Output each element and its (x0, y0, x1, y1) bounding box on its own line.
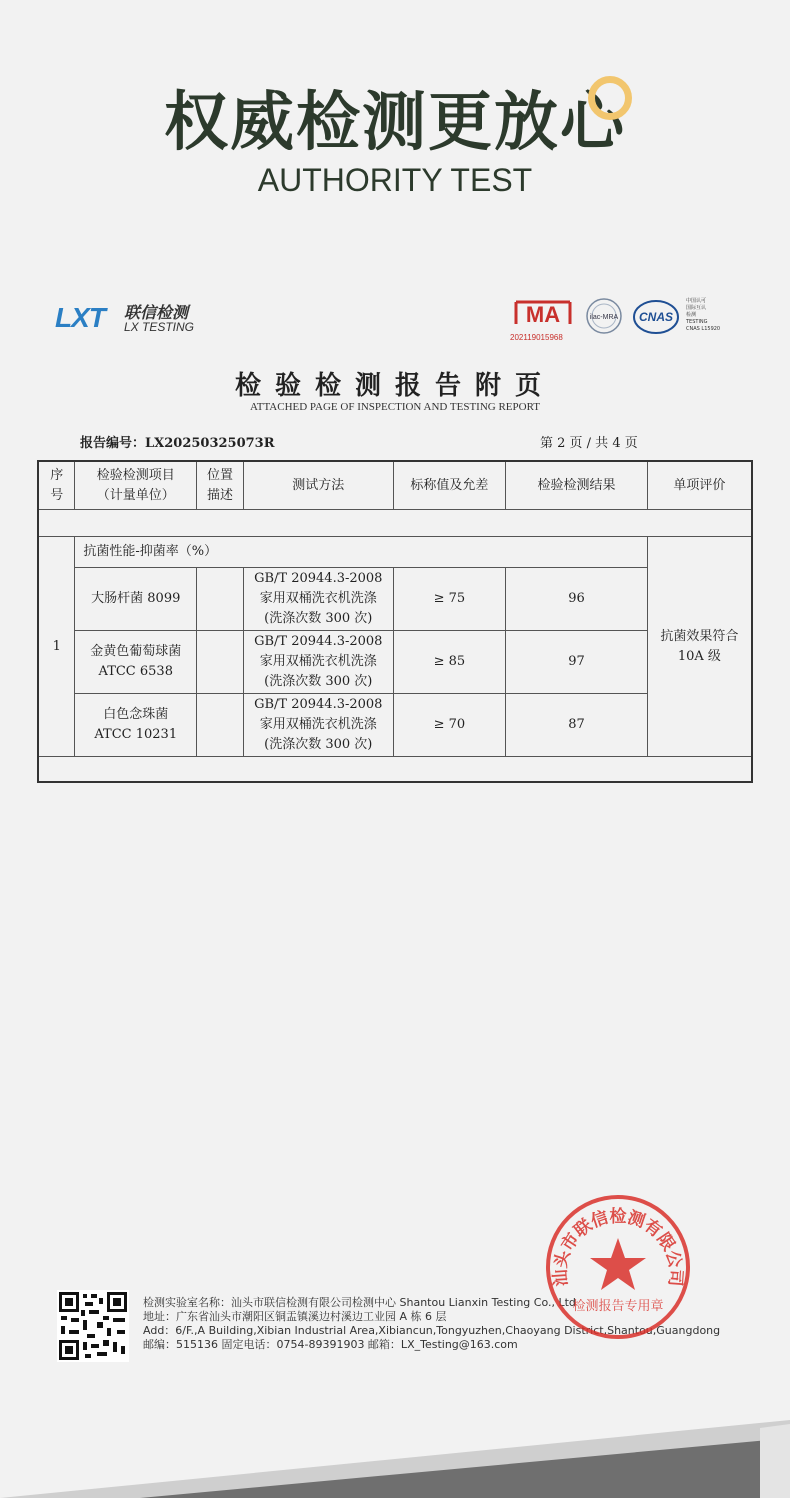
standard-cell: ≥ 75 (393, 568, 506, 631)
standard-cell: ≥ 85 (393, 631, 506, 694)
item-cell: 白色念珠菌 ATCC 10231 (75, 694, 197, 757)
report-title: 检验检测报告附页 (234, 371, 555, 401)
header-item: 检验检测项目 （计量单位） (75, 461, 197, 510)
item-cell: 金黄色葡萄球菌 ATCC 6538 (75, 631, 197, 694)
item-cell: 大肠杆菌 8099 (75, 568, 197, 631)
header-standard: 标称值及允差 (393, 461, 506, 510)
section-title: 抗菌性能-抑菌率（%） (75, 537, 647, 568)
table-footer-row (38, 757, 752, 783)
cnas-note: 中国认可 国际互认 检测 TESTING CNAS L15920 (686, 298, 721, 332)
report-number: 报告编号：LX20250325073R (80, 436, 275, 451)
footer-address-cn: 地址：广东省汕头市潮阳区铜盂镇溪边村溪边工业园 A 栋 6 层 (143, 1310, 447, 1323)
brand-name-cn: 联信检测 (124, 303, 189, 322)
table-section-row (38, 537, 752, 568)
brand-name-en: LX TESTING (124, 320, 195, 334)
result-cell: 96 (506, 568, 648, 631)
qr-code-icon (57, 1290, 129, 1362)
row-evaluation: 抗菌效果符合 10A 级 (647, 537, 752, 757)
footer-address-en: Add：6/F.,A Building,Xibian Industrial Area,Xibiancun,Tongyuzhen,Chaoyang District,Shantou,Guangdong (143, 1324, 721, 1337)
lxt-logo-icon: LXT (55, 302, 105, 333)
cma-mark-icon (510, 298, 576, 328)
result-cell: 97 (506, 631, 648, 694)
seal-center-text: 检测报告专用章 (572, 1299, 664, 1314)
cma-label: MA (525, 302, 561, 327)
header-seq: 序 号 (38, 461, 75, 510)
cma-number: 202119015968 (510, 333, 563, 342)
table-header-row (38, 461, 752, 510)
ilac-mra-icon (585, 297, 623, 335)
position-cell (197, 568, 244, 631)
ilac-label: ilac-MRA (589, 314, 619, 321)
official-seal-icon (543, 1192, 693, 1342)
method-cell: GB/T 20944.3-2008 家用双桶洗衣机洗涤 (洗涤次数 300 次) (243, 568, 393, 631)
table-row (38, 694, 752, 757)
decorative-ring-icon (588, 76, 632, 120)
header-method: 测试方法 (243, 461, 393, 510)
table-spacer-row (38, 510, 752, 537)
cnas-label: CNAS (638, 310, 674, 324)
method-cell: GB/T 20944.3-2008 家用双桶洗衣机洗涤 (洗涤次数 300 次) (243, 694, 393, 757)
header-result: 检验检测结果 (506, 461, 648, 510)
header-position: 位置 描述 (197, 461, 244, 510)
footer-contact: 邮编：515136 固定电话：0754-89391903 邮箱：LX_Testing@163.com (143, 1338, 518, 1351)
cnas-icon (632, 299, 680, 335)
standard-cell: ≥ 70 (393, 694, 506, 757)
position-cell (197, 631, 244, 694)
decorative-wedge (0, 1420, 790, 1498)
table-row (38, 631, 752, 694)
header-evaluation: 单项评价 (647, 461, 752, 510)
report-title-en: ATTACHED PAGE OF INSPECTION AND TESTING REPORT (250, 401, 540, 413)
footer-lab-name: 检测实验室名称：汕头市联信检测有限公司检测中心 Shantou Lianxin Testing Co., Ltd (143, 1296, 576, 1309)
row-seq: 1 (38, 537, 75, 757)
result-cell: 87 (506, 694, 648, 757)
hero-title: 权威检测更放心 (164, 86, 626, 160)
position-cell (197, 694, 244, 757)
report-page: 第 2 页 / 共 4 页 (540, 436, 638, 451)
seal-ring-text: 汕头市联信检测有限公司 (550, 1206, 686, 1287)
table-row (38, 568, 752, 631)
method-cell: GB/T 20944.3-2008 家用双桶洗衣机洗涤 (洗涤次数 300 次) (243, 631, 393, 694)
hero-subtitle: AUTHORITY TEST (257, 162, 533, 198)
results-table (37, 460, 753, 783)
